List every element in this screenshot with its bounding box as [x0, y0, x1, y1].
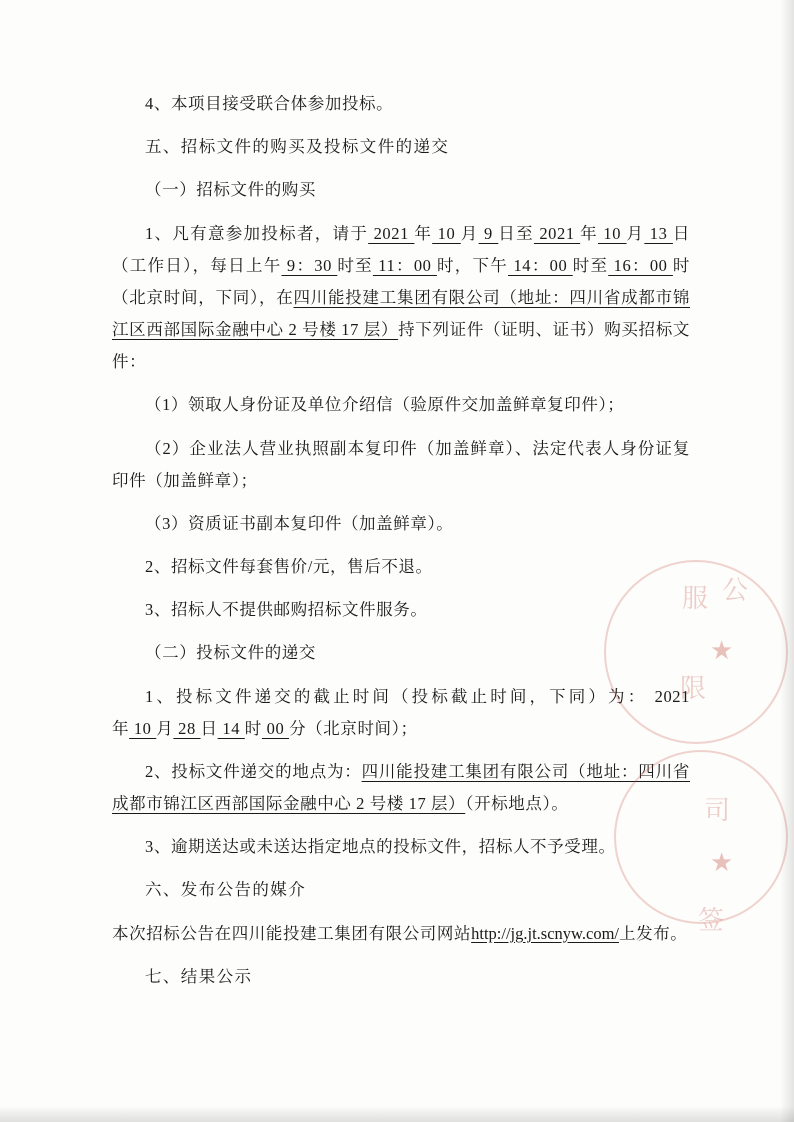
- paragraph-purchase-doc-2: （2）企业法人营业执照副本复印件（加盖鲜章）、法定代表人身份证复印件（加盖鲜章）；: [112, 438, 690, 490]
- heading-section-5: 五、招标文件的购买及投标文件的递交: [145, 137, 450, 157]
- subheading-submission: （二）投标文件的递交: [145, 643, 316, 663]
- heading-section-6: 六、发布公告的媒介: [145, 880, 307, 900]
- pm-to-time: 16：00: [608, 255, 673, 275]
- paragraph-submission-item-1: 1、投标文件递交的截止时间（投标截止时间，下同）为： 2021 年 10 月 28 日 14 时 00 分（北京时间）；: [112, 686, 690, 738]
- am-from-time: 9：30: [281, 255, 338, 275]
- paragraph-purchase-item-2: 2、招标文件每套售价/元，售后不退。: [145, 557, 433, 577]
- paragraph-purchase-item-3: 3、招标人不提供邮购招标文件服务。: [145, 600, 428, 620]
- submission-company-address: 四川能投建工集团有限公司（地址：四川省成都市锦江区西部国际金融中心 2 号楼 17 层）: [112, 761, 690, 814]
- announcement-url[interactable]: http://jg.jt.scnyw.com/: [471, 923, 619, 943]
- deadline-day: 28: [173, 718, 201, 738]
- paragraph-purchase-item-1: 1、凡有意参加投标者，请于 2021 年 10 月 9 日至 2021 年 10 月 13 日（工作日），每日上午 9：30 时至 11：00 时，下午 14：00 时至 16：00 时（北京时间，下同），在四川能投建工集团有限公司（地址：四川省成都市锦江区西部国际金融中心 2 号楼 17 层）持下列证件（证明、证书）购买招标文件：: [112, 223, 691, 372]
- document-body: [112, 88, 690, 1004]
- paragraph-purchase-doc-1: （1）领取人身份证及单位介绍信（验原件交加盖鲜章复印件）；: [145, 395, 625, 415]
- paragraph-section-6-body: 本次招标公告在四川能投建工集团有限公司网站http://jg.jt.scnyw.com/上发布。: [112, 923, 688, 943]
- date-end-year: 2021: [533, 223, 581, 243]
- page-edge-shadow: [780, 0, 794, 1122]
- paragraph-submission-item-2: 2、投标文件递交的地点为：四川能投建工集团有限公司（地址：四川省成都市锦江区西部国际金融中心 2 号楼 17 层）（开标地点）。: [112, 761, 690, 814]
- seal-stamp-artifact: [674, 560, 794, 1040]
- paragraph-item-4: 4、本项目接受联合体参加投标。: [145, 94, 394, 113]
- stamp-char-xian: 限: [680, 674, 707, 703]
- date-end-month: 10: [597, 223, 627, 243]
- deadline-month: 10: [129, 718, 157, 738]
- heading-section-7: 七、结果公示: [145, 966, 253, 986]
- date-start-day: 9: [478, 223, 499, 243]
- subheading-purchase: （一）招标文件的购买: [145, 180, 316, 200]
- stamp-star-upper: ★: [710, 636, 734, 665]
- stamp-star-lower: ★: [710, 848, 734, 877]
- paragraph-purchase-doc-3: （3）资质证书副本复印件（加盖鲜章）。: [145, 513, 454, 533]
- stamp-char-gong: 公: [722, 576, 749, 605]
- date-start-month: 10: [432, 223, 461, 243]
- deadline-hour: 14: [217, 718, 245, 738]
- am-to-time: 11：00: [372, 255, 437, 275]
- stamp-char-fu: 服: [682, 584, 709, 613]
- stamp-char-extra: 签: [698, 906, 725, 935]
- date-end-day: 13: [644, 223, 673, 243]
- pm-from-time: 14：00: [508, 255, 573, 275]
- paragraph-submission-item-3: 3、逾期送达或未送达指定地点的投标文件，招标人不予受理。: [145, 837, 616, 857]
- date-start-year: 2021: [368, 223, 415, 243]
- deadline-minute: 00: [261, 718, 290, 738]
- stamp-char-si: 司: [704, 796, 731, 825]
- page-bottom-shadow: [0, 1106, 794, 1122]
- purchase-company-address: 四川能投建工集团有限公司（地址：四川省成都市锦江区西部国际金融中心 2 号楼 17 层）: [112, 287, 690, 340]
